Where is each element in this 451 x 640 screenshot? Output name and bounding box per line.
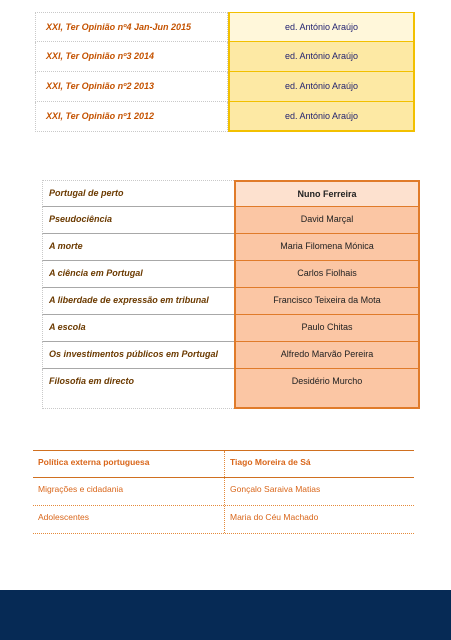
table-row [42, 234, 420, 261]
book-author: David Marçal [234, 207, 420, 234]
footer-band [0, 590, 451, 640]
table-row [33, 506, 414, 534]
book-title: Política externa portuguesa [33, 451, 225, 477]
table-row [42, 315, 420, 342]
book-author: Desidério Murcho [234, 369, 420, 409]
book-author: Alfredo Marvão Pereira [234, 342, 420, 369]
table-row [42, 342, 420, 369]
book-title: XXI, Ter Opinião nº1 2012 [35, 102, 228, 132]
table-essays [42, 180, 420, 409]
book-title: A escola [42, 315, 234, 342]
book-author: Maria Filomena Mónica [234, 234, 420, 261]
book-author: Nuno Ferreira [234, 180, 420, 207]
table-row [33, 478, 414, 506]
table-row [35, 42, 415, 72]
book-author: Francisco Teixeira da Mota [234, 288, 420, 315]
book-title: XXI, Ter Opinião nº2 2013 [35, 72, 228, 102]
book-title: XXI, Ter Opinião nº4 Jan-Jun 2015 [35, 12, 228, 42]
table-row [42, 207, 420, 234]
table-ter-opiniao [35, 12, 415, 132]
book-author: Tiago Moreira de Sá [230, 457, 311, 467]
book-author: Paulo Chitas [234, 315, 420, 342]
table-row [42, 261, 420, 288]
book-title: Adolescentes [33, 506, 225, 533]
book-title: A ciência em Portugal [42, 261, 234, 288]
table-row [33, 451, 414, 478]
book-author: Maria do Céu Machado [230, 512, 319, 522]
book-title: Os investimentos públicos em Portugal [42, 342, 234, 369]
book-title: Filosofia em directo [42, 369, 234, 409]
book-title: Migrações e cidadania [33, 478, 225, 505]
book-editor: ed. António Araújo [228, 12, 415, 42]
book-editor: ed. António Araújo [228, 102, 415, 132]
table-society [33, 450, 414, 534]
table-row [35, 72, 415, 102]
book-title: XXI, Ter Opinião nº3 2014 [35, 42, 228, 72]
book-editor: ed. António Araújo [228, 42, 415, 72]
table-row [42, 180, 420, 207]
table-row [42, 288, 420, 315]
table-row [42, 369, 420, 409]
book-author: Carlos Fiolhais [234, 261, 420, 288]
table-row [35, 102, 415, 132]
book-title: A morte [42, 234, 234, 261]
book-editor: ed. António Araújo [228, 72, 415, 102]
book-title: A liberdade de expressão em tribunal [42, 288, 234, 315]
book-title: Portugal de perto [42, 180, 234, 207]
table-row [35, 12, 415, 42]
book-title: Pseudociência [42, 207, 234, 234]
book-author: Gonçalo Saraiva Matias [230, 484, 321, 494]
